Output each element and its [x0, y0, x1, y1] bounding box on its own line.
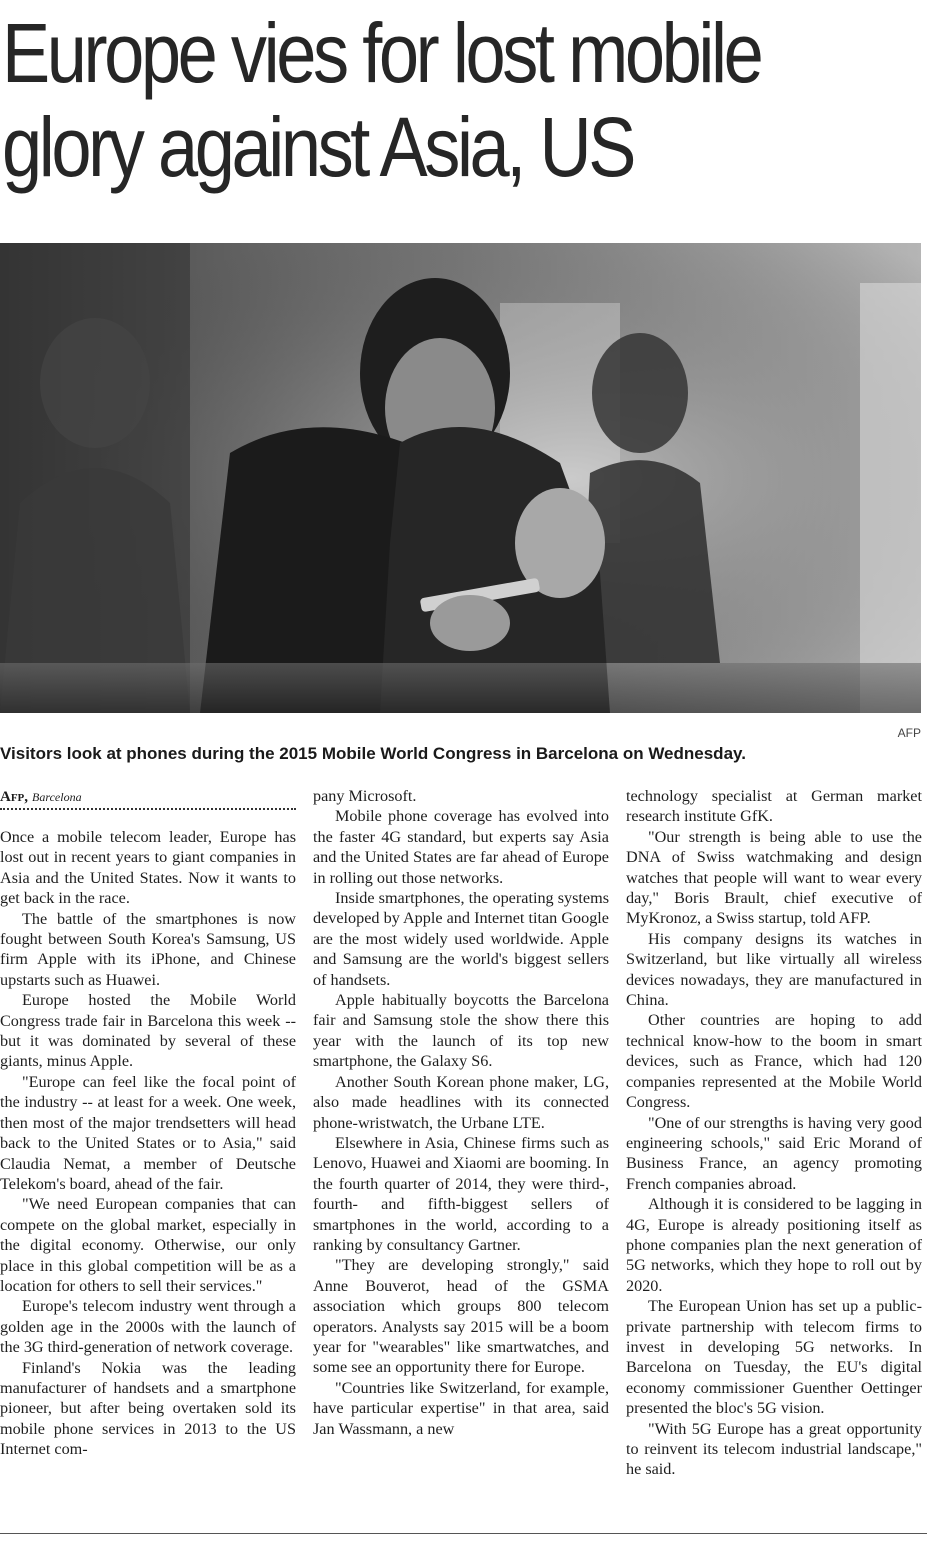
headline	[2, 6, 798, 194]
paragraph: Finland's Nokia was the leading manufacturer of handsets and a smartphone pioneer, but after being overtaken sold its mobile phone services in 2013 to the US Internet com-	[0, 1358, 296, 1459]
paragraph: technology specialist at German market research institute GfK.	[626, 787, 922, 826]
article-photo	[0, 243, 921, 713]
byline-location: Barcelona	[32, 790, 82, 804]
bottom-rule	[0, 1533, 927, 1534]
paragraph: Although it is considered to be lagging in 4G, Europe is already positioning itself as phone companies plan the next generation of 5G networks, which they hope to roll out by 2020.	[626, 1195, 922, 1295]
paragraph: The European Union has set up a public-private partnership with telecom firms to invest in developing 5G networks. In Barcelona on Tuesday, the EU's digital economy commissioner Guenther Oettinger presented the bloc's 5G vision.	[626, 1297, 922, 1418]
paragraph: Europe's telecom industry went through a golden age in the 2000s with the launch of the 3G third-generation of network coverage.	[0, 1297, 296, 1357]
article-column-3	[626, 786, 922, 1480]
paragraph: Apple habitually boycotts the Barcelona fair and Samsung stole the show there this year with the launch of its top new smartphone, the Galaxy S6.	[313, 991, 609, 1071]
paragraph: Inside smartphones, the operating systems developed by Apple and Internet titan Google are the most widely used worldwide. Apple and Samsung are the world's biggest sellers of handsets.	[313, 889, 609, 989]
paragraph: Other countries are hoping to add technical know-how to the boom in smart devices, such as France, which had 120 companies represented at the Mobile World Congress.	[626, 1011, 922, 1112]
paragraph: "With 5G Europe has a great opportunity to reinvent its telecom industrial landscape," he said.	[626, 1419, 922, 1479]
byline-source: Afp,	[0, 789, 29, 805]
article-column-1	[0, 827, 296, 1460]
headline-line-2: glory against Asia, US	[2, 100, 634, 194]
paragraph: Elsewhere in Asia, Chinese firms such as Lenovo, Huawei and Xiaomi are booming. In the fourth quarter of 2014, they were third-, fourth- and fifth-biggest sellers of smartphones in the world, according to a ranking by consultancy Gartner.	[313, 1133, 609, 1254]
paragraph: "One of our strengths is having very good engineering schools," said Eric Morand of Business France, an agency promoting French companies abroad.	[626, 1113, 922, 1193]
paragraph: "Our strength is being able to use the DNA of Swiss watchmaking and design watches that people will want to wear every day," Boris Brault, chief executive of MyKronoz, a Swiss startup, told AFP.	[626, 827, 922, 928]
article-column-2	[313, 786, 609, 1439]
paragraph: The battle of the smartphones is now fought between South Korea's Samsung, US firm Apple with its iPhone, and Chinese upstarts such as Huawei.	[0, 909, 296, 989]
paragraph: Another South Korean phone maker, LG, also made headlines with its connected phone-wristwatch, the Urbane LTE.	[313, 1072, 609, 1132]
photo-caption: Visitors look at phones during the 2015 Mobile World Congress in Barcelona on Wednesday.	[0, 744, 746, 763]
photo-of-visitors-looking-at-phones-icon	[0, 243, 921, 713]
byline	[0, 788, 296, 810]
paragraph: "Europe can feel like the focal point of the industry -- at least for a week. One week, then most of the major trendsetters will head back to the United States or to Asia," said Claudia Nemat, a member of Deutsche Telekom's board, ahead of the fair.	[0, 1072, 296, 1193]
paragraph: "They are developing strongly," said Anne Bouverot, head of the GSMA association which groups 800 telecom operators. Analysts say 2015 will be a boom year for "wearables" like smartwatches, and some see an opportunity there for Europe.	[313, 1256, 609, 1377]
paragraph: pany Microsoft.	[313, 787, 417, 805]
paragraph: Mobile phone coverage has evolved into the faster 4G standard, but experts say Asia and the United States are far ahead of Europe in rolling out those networks.	[313, 807, 609, 887]
paragraph: His company designs its watches in Switzerland, but like virtually all wireless devices nowadays, they are manufactured in China.	[626, 929, 922, 1010]
paragraph: "We need European companies that can compete on the global market, especially in the digital economy. Otherwise, our only place in this global competition will be as a location for others to sell their services."	[0, 1195, 296, 1295]
paragraph: Europe hosted the Mobile World Congress trade fair in Barcelona this week -- but it was dominated by several of these giants, minus Apple.	[0, 991, 296, 1071]
paragraph: Once a mobile telecom leader, Europe has lost out in recent years to giant companies in Asia and the United States. Now it wants to get back in the race.	[0, 828, 296, 908]
headline-line-1: Europe vies for lost mobile	[2, 6, 761, 100]
paragraph: "Countries like Switzerland, for example, have particular expertise" in that area, said Jan Wassmann, a new	[313, 1378, 609, 1438]
photo-credit: AFP	[897, 726, 921, 740]
